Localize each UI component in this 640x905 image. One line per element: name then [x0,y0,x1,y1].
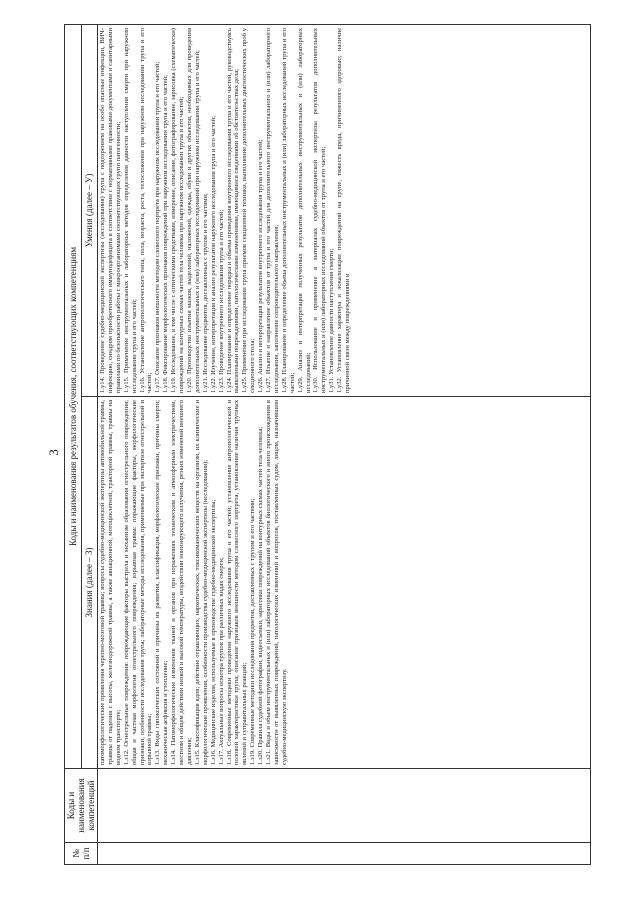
skill-item: 1.у21. Исследование предметов, доставленных с трупом и его частями; [201,193,209,393]
competency-cell [98,769,591,843]
header-num: № п/п [65,843,98,865]
skill-item: 1.у27. Изъятие и направление объектов от трупа и его частей для дополнительного инструментального и (или) лабораторного исследования, заполнение сопроводительного направления; [265,28,280,393]
table-subheader-row [81,25,98,865]
knowledge-item: 1.з19. Современные методики исследования предметов, доставленных с трупом и его частями; [249,498,257,765]
knowledge-item: 1.з15. Классификация ядов; действие отравляющих, наркотических, токсикоманических веществ на организм, их клинические и морфологические проявления, особенности производства судебно-медицинской экспертизы (исследования); [193,400,209,765]
header-results: Коды и наименования результатов обучения, соответствующих компетенциям [65,25,82,769]
table-row [98,25,591,865]
skill-item: 1.у17. Описание признаков внешности методом словесного портрета при наружном исследовании трупа и его частей; [154,61,162,393]
knowledge-cell [98,397,591,769]
skill-item: 1.у23. Проведение внутреннего исследования трупа и его частей; [217,209,225,393]
knowledge-item: патоморфологические проявления черепно-мозговой травмы; вопросы судебно-медицинской экспертизы автомобильной травмы, травмы от падения с высоты, железнодорожной травмы, а также авиационной, мотоциклетной, тракторной травмы, травмы на водном транспорте; [99,400,122,765]
num-cell [98,843,591,865]
header-skills: Умения (далее – У) [81,25,98,397]
skill-item: 1.у31. Установление давности наступления смерти; [328,248,336,393]
skill-item: 1.у16. Установление антропологического типа, пола, возраста, роста, телосложения при наружном исследовании трупа и его частей; [138,28,154,393]
header-competency: Коды и наименования компетенций [65,769,98,843]
skill-item: 1.у18. Фиксирование морфологических признаков повреждений при наружном исследовании трупа и его частей; [162,74,170,393]
knowledge-item: 1.з12. Огнестрельные повреждения: повреждающие факторы выстрела и механизм образования огнестрельного повреждения; общая и частная морфология огнестрельного повреждения; взрывная травма: поражающие факторы, морфологические признаки, особенности исследования трупа; лабораторные методы исследования, применяемые при экспертизе огнестрельной и взрывной травмы; [122,400,154,765]
skill-item: 1.у14. Проведение судебно-медицинской экспертизы (исследования) трупа с подозрением на особо опасные инфекции, ВИЧ-инфекцию, синдром приобретенного иммунодефицита в соответствии с нормативными правовыми документами и санитарными правилами по безопасности работы с микроорганизмами соответствующих групп патогенности; [99,28,122,393]
competency-table [64,24,591,865]
knowledge-item: 1.з18. Современные методики проведения наружного исследования трупа и его частей; установление антропологической и половой характеристики трупа; описание признаков внешности методом словесного портрета, установление наличия трупных явлений и суправитальных реакций; [225,400,249,765]
skill-item: 1.у25. Применение при исследовании трупа приемов секционной техники, выполнение дополнительных диагностических проб у секционного стола; [241,28,257,393]
skill-item: 1.у26. Анализ и интерпретация результатов внутреннего исследования трупа и его частей; [257,139,265,393]
skills-cell [98,25,591,397]
knowledge-item: 1.з17. Актуальные вопросы осмотра трупов при различных видах смерти; [217,557,225,765]
skill-item: 1.у29. Анализ и интерпретация полученных результатов дополнительных инструментальных и (или) лабораторных исследований; [296,28,312,393]
skill-item: 1.у22. Изучение, интерпретация и анализ результатов наружного исследования трупа и его частей; [209,116,217,393]
skill-item: 1.у28. Планирование и определение объема дополнительных инструментальных и (или) лабораторных исследований трупа и его частей; [280,28,296,393]
table-header-row [65,25,82,865]
knowledge-item: 1.з21. Виды и объем инструментальных и (или) лабораторных исследований объектов биологического и иного происхождения в зависимости от выявленных повреждений, патологических изменений и вопросов, поставленных судом, лицом, назначившим судебно-медицинскую экспертизу. [265,400,288,765]
skill-item: 1.у30. Использование и применение в материалах судебно-медицинской экспертизы результатов дополнительных инструментальных и (или) лабораторных исследований объектов от трупа и его частей; [312,28,328,393]
knowledge-item: 1.з13. Виды гипоксических состояний и причины их развития, классификация, морфологические признаки, причины смерти; механическая асфиксия и утопление; [154,400,170,765]
page-number: 3 [46,449,61,456]
knowledge-item: 1.з16. Медицинские изделия, используемые в производстве судебно-медицинской экспертизы; [209,499,217,765]
knowledge-item: 1.з20. Правила судебной фотографии, видеосъемки, зарисовки повреждений на контурных схемах частей тела человека; [257,426,265,765]
header-knowledge: Знания (далее – З) [81,397,98,769]
skill-item: 1.у15. Применение инструментальных и лабораторных методов определения давности наступления смерти при наружном исследовании трупа и его частей; [122,28,138,393]
skill-item: 1.у20. Производство изъятия мазков, выделений, наложений, одежды, обуви и других объектов, необходимых для проведения дополнительных инструментальных и (или) лабораторных исследований при наружном исследовании трупа и его частей; [185,28,201,393]
skill-item: 1.у32. Установление характера и локализации повреждений на трупе, тяжесть вреда, причиненного здоровью; наличие причинной связи между повреждениями и [336,28,352,393]
skill-item: 1.у19. Исследование, в том числе с оптическими средствами, измерение, описание, фотографирование, зарисовка (схематически) повреждений на контурных схемах частей тела человека при наружном исследовании трупа и его частей; [170,28,186,393]
skill-item: 1.у24. Планирование и определение порядка и объема проведения внутреннего исследования трупа и его частей, руководствуясь выявленными повреждениями, патологическими изменениями, имеющимися сведениями об обстоятельствах дела; [225,28,241,393]
knowledge-item: 1.з14. Патоморфологические изменения тканей и органов при поражениях техническим и атмосферным электричеством, местном и общем действии низкой и высокой температуры, воздействии ионизирующего излучения, резких изменений внешнего давления; [170,400,193,765]
